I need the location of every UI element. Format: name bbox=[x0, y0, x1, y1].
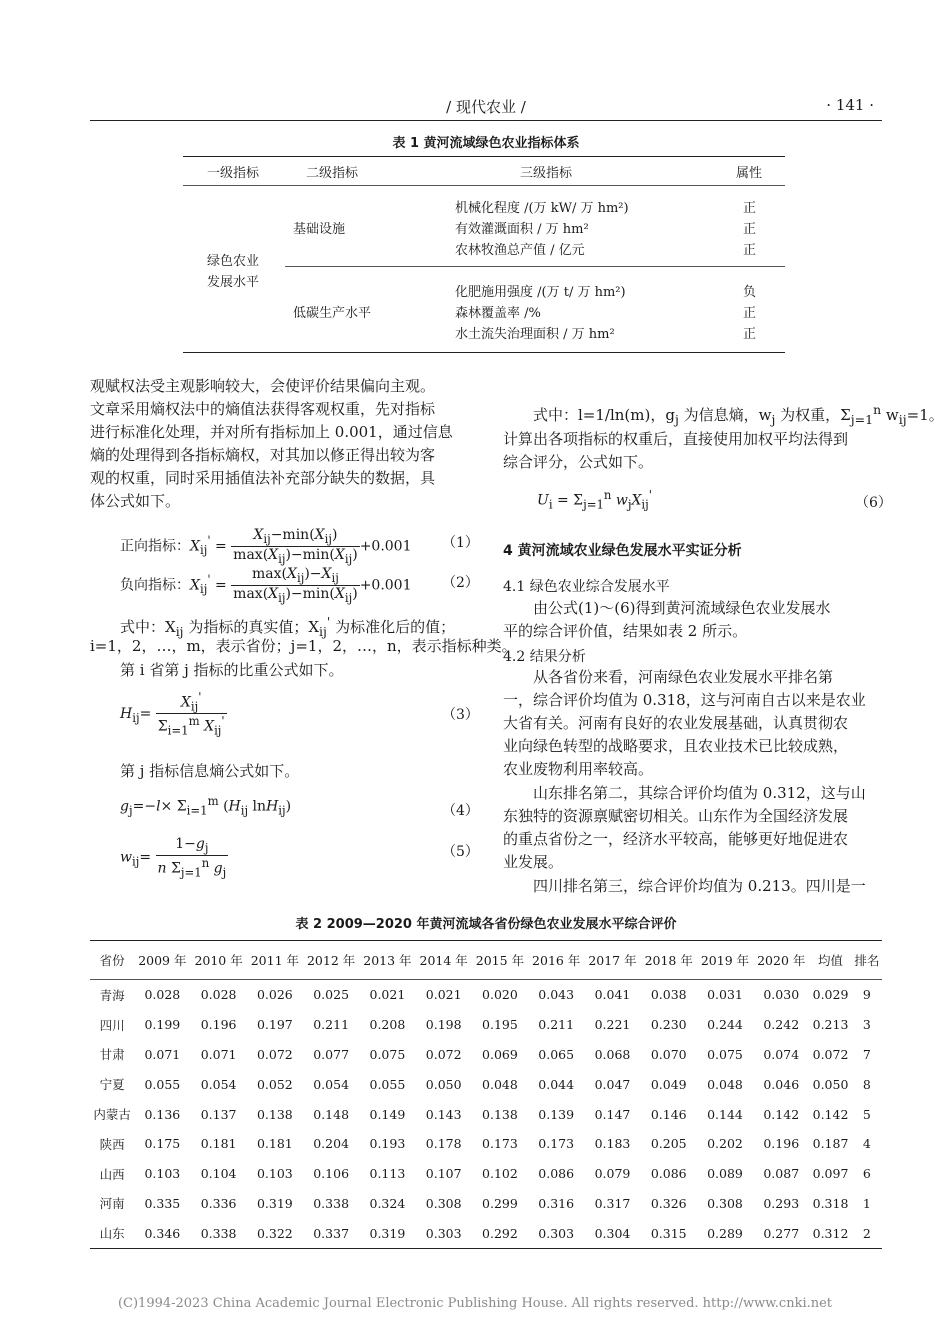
table-cell: 4 bbox=[862, 1136, 871, 1152]
table-row bbox=[90, 1218, 882, 1248]
equation-6: $U_i = \Sigma_{j=1}^n$ $w_jX_{ij}'$ bbox=[537, 488, 652, 512]
table-cell: 0.326 bbox=[650, 1195, 687, 1211]
table-cell: 0.308 bbox=[707, 1195, 743, 1211]
table1-attr: 正 bbox=[743, 327, 757, 342]
table2-header: 2015 年 bbox=[472, 941, 528, 980]
table-cell: 9 bbox=[862, 987, 871, 1003]
table-cell: 0.322 bbox=[247, 1218, 303, 1248]
table-cell: 7 bbox=[862, 1046, 871, 1062]
left-paragraph-3: 第 i 省第 j 指标的比重公式如下。 bbox=[120, 661, 344, 679]
table1-caption: 表 1 黄河流域绿色农业指标体系 bbox=[392, 136, 580, 151]
equation-1: 正向指标：$X_{ij}'$ = $\frac{X_{ij}-\min(X_{ij})}{\max(X_{ij})-\min(X_{ij})}$ +0.001 bbox=[120, 527, 412, 566]
table-row bbox=[90, 1129, 882, 1159]
table-cell: 0.221 bbox=[594, 1017, 631, 1033]
table-row bbox=[90, 1069, 882, 1099]
table-cell: 0.054 bbox=[313, 1076, 350, 1092]
table-cell: 0.049 bbox=[650, 1076, 687, 1092]
table-row bbox=[90, 1189, 882, 1219]
equation-5: $w_{ij}=$ $\frac{1-g_j}{n \Sigma_{j=1}^n g_j}$ bbox=[120, 836, 227, 880]
table-cell: 0.324 bbox=[369, 1195, 406, 1211]
table-cell: 0.086 bbox=[650, 1166, 687, 1182]
table-cell: 0.038 bbox=[650, 987, 687, 1003]
table-cell: 0.068 bbox=[594, 1046, 631, 1062]
table-row bbox=[90, 1040, 882, 1070]
table2-header-row bbox=[90, 941, 882, 980]
table1-group-lowcarbon: 低碳生产水平 bbox=[293, 306, 372, 321]
province-cell: 山东 bbox=[90, 1218, 134, 1248]
table-cell: 0.021 bbox=[369, 987, 406, 1003]
table-cell: 0.175 bbox=[144, 1136, 181, 1152]
table-cell: 0.317 bbox=[594, 1195, 631, 1211]
table-cell: 0.181 bbox=[200, 1136, 237, 1152]
table-cell: 0.142 bbox=[763, 1106, 800, 1122]
table-cell: 0.107 bbox=[425, 1166, 462, 1182]
equation-2: 负向指标：$X_{ij}'$ = $\frac{\max(X_{ij})-X_{ij}}{\max(X_{ij})-\min(X_{ij})}$ +0.001 bbox=[120, 566, 412, 605]
table-cell: 0.138 bbox=[482, 1106, 518, 1122]
table-cell: 0.198 bbox=[425, 1017, 462, 1033]
copyright-footer: (C)1994-2023 China Academic Journal Electronic Publishing House. All rights reserved. http://www.cnki.net bbox=[117, 1296, 833, 1311]
table-cell: 0.147 bbox=[594, 1106, 631, 1122]
table-cell: 0.104 bbox=[200, 1166, 237, 1182]
table1-item: 水土流失治理面积 / 万 hm² bbox=[455, 327, 615, 342]
table-cell: 0.113 bbox=[369, 1166, 406, 1182]
table-cell: 0.338 bbox=[190, 1218, 246, 1248]
table1-header-attr: 属性 bbox=[736, 166, 763, 181]
table-cell: 0.316 bbox=[538, 1195, 575, 1211]
table1-attr: 正 bbox=[743, 201, 757, 216]
table-cell: 0.137 bbox=[200, 1106, 237, 1122]
table-cell: 0.029 bbox=[812, 987, 849, 1003]
table-cell: 0.195 bbox=[482, 1017, 518, 1033]
table2-header: 2012 年 bbox=[303, 941, 359, 980]
table-cell: 0.025 bbox=[313, 987, 350, 1003]
table-cell: 0.041 bbox=[594, 987, 631, 1003]
right-paragraph-2: 计算出各项指标的权重后，直接使用加权平均法得到 综合评分，公式如下。 bbox=[503, 430, 849, 471]
table-cell: 0.197 bbox=[256, 1017, 293, 1033]
table-cell: 0.202 bbox=[707, 1136, 743, 1152]
table1-item: 机械化程度 /(万 kW/ 万 hm²) bbox=[455, 201, 629, 216]
table-cell: 0.142 bbox=[812, 1106, 849, 1122]
table-cell: 0.103 bbox=[144, 1166, 181, 1182]
table-cell: 0.043 bbox=[538, 987, 575, 1003]
province-cell: 宁夏 bbox=[99, 1077, 125, 1093]
table-cell: 0.047 bbox=[594, 1076, 631, 1092]
table-cell: 3 bbox=[862, 1017, 871, 1033]
table-cell: 0.069 bbox=[482, 1046, 518, 1062]
table-cell: 0.138 bbox=[256, 1106, 293, 1122]
table2-header: 2016 年 bbox=[528, 941, 584, 980]
section-4-heading: 4 黄河流域农业绿色发展水平实证分析 bbox=[503, 543, 742, 559]
table-cell: 0.030 bbox=[763, 987, 800, 1003]
table-cell: 0.319 bbox=[256, 1195, 293, 1211]
table-cell: 0.077 bbox=[313, 1046, 350, 1062]
table2-header: 2013 年 bbox=[359, 941, 415, 980]
table-cell: 0.312 bbox=[809, 1218, 851, 1248]
table-row bbox=[90, 1010, 882, 1040]
table1-level1-line2: 发展水平 bbox=[207, 275, 260, 290]
table-cell: 0.318 bbox=[812, 1195, 849, 1211]
table1-bottom-rule bbox=[183, 352, 785, 353]
table-cell: 2 bbox=[852, 1218, 882, 1248]
table-cell: 0.292 bbox=[472, 1218, 528, 1248]
table2-header: 2014 年 bbox=[416, 941, 472, 980]
table-cell: 0.178 bbox=[425, 1136, 462, 1152]
equation-5-number: （5） bbox=[442, 844, 479, 860]
table2-header: 排名 bbox=[852, 941, 882, 980]
table-cell: 5 bbox=[862, 1106, 871, 1122]
table-cell: 0.211 bbox=[538, 1017, 575, 1033]
table2-header: 2009 年 bbox=[134, 941, 190, 980]
table2 bbox=[90, 940, 882, 1249]
equation-2-number: （2） bbox=[442, 575, 479, 591]
table-cell: 0.193 bbox=[369, 1136, 406, 1152]
table-row bbox=[90, 980, 882, 1010]
table-cell: 0.052 bbox=[256, 1076, 293, 1092]
table2-header: 2020 年 bbox=[753, 941, 809, 980]
table-cell: 0.293 bbox=[763, 1195, 800, 1211]
table-cell: 0.196 bbox=[200, 1017, 237, 1033]
table-cell: 0.031 bbox=[707, 987, 743, 1003]
table-row bbox=[90, 1159, 882, 1189]
table1-item: 森林覆盖率 /% bbox=[455, 306, 541, 321]
table2-caption: 表 2 2009—2020 年黄河流域各省份绿色农业发展水平综合评价 bbox=[295, 917, 677, 932]
table1-item: 有效灌溉面积 / 万 hm² bbox=[455, 222, 589, 237]
table-cell: 0.173 bbox=[482, 1136, 518, 1152]
right-paragraph-1: 式中：l=1/ln(m)，$g_j$ 为信息熵，$w_j$ 为权重，$\Sigma_{j=1}^n$ $w_{ij}=1$。 bbox=[533, 402, 944, 427]
table2-header: 2017 年 bbox=[584, 941, 640, 980]
table-cell: 0.071 bbox=[200, 1046, 237, 1062]
table-cell: 0.079 bbox=[594, 1166, 631, 1182]
province-cell: 山西 bbox=[99, 1166, 125, 1182]
table-cell: 0.149 bbox=[369, 1106, 406, 1122]
table-cell: 0.315 bbox=[641, 1218, 697, 1248]
left-paragraph-4: 第 j 指标信息熵公式如下。 bbox=[120, 762, 300, 780]
table-cell: 0.072 bbox=[425, 1046, 462, 1062]
table-cell: 0.055 bbox=[144, 1076, 181, 1092]
table-cell: 0.204 bbox=[313, 1136, 350, 1152]
page-number: · 141 · bbox=[826, 96, 874, 114]
table-cell: 0.211 bbox=[313, 1017, 350, 1033]
table-cell: 1 bbox=[862, 1195, 871, 1211]
table1-attr: 正 bbox=[743, 243, 757, 258]
table-cell: 0.208 bbox=[369, 1017, 406, 1033]
province-cell: 甘肃 bbox=[99, 1047, 125, 1063]
left-paragraph-2b: i=1，2，…，m，表示省份；j=1，2，…，n，表示指标种类。 bbox=[90, 637, 517, 655]
table-cell: 0.055 bbox=[369, 1076, 406, 1092]
province-cell: 内蒙古 bbox=[93, 1107, 131, 1123]
table-cell: 0.070 bbox=[650, 1046, 687, 1062]
table-cell: 0.335 bbox=[144, 1195, 181, 1211]
table2-header: 均值 bbox=[809, 941, 851, 980]
table1-item: 化肥施用强度 /(万 t/ 万 hm²) bbox=[455, 285, 626, 300]
table-cell: 0.086 bbox=[538, 1166, 575, 1182]
table-cell: 8 bbox=[862, 1076, 871, 1092]
table1-header-level3: 三级指标 bbox=[520, 166, 573, 181]
table-cell: 0.048 bbox=[707, 1076, 743, 1092]
table-cell: 0.136 bbox=[144, 1106, 181, 1122]
table-cell: 0.183 bbox=[594, 1136, 631, 1152]
table1-header-level1: 一级指标 bbox=[207, 166, 260, 181]
table-cell: 0.289 bbox=[697, 1218, 753, 1248]
table2-header: 2011 年 bbox=[247, 941, 303, 980]
table1-attr: 正 bbox=[743, 306, 757, 321]
table-cell: 0.144 bbox=[707, 1106, 743, 1122]
table1-group-infrastructure: 基础设施 bbox=[293, 222, 346, 237]
table-cell: 0.074 bbox=[763, 1046, 800, 1062]
section-4-2-paragraph-3: 四川排名第三，综合评价均值为 0.213。四川是一 bbox=[533, 877, 866, 895]
table-cell: 0.044 bbox=[538, 1076, 575, 1092]
table2-header: 2018 年 bbox=[641, 941, 697, 980]
table-cell: 0.075 bbox=[369, 1046, 406, 1062]
table1-attr: 正 bbox=[743, 222, 757, 237]
running-header bbox=[90, 96, 882, 121]
journal-name: / 现代农业 / bbox=[446, 98, 526, 116]
table-cell: 0.242 bbox=[763, 1017, 800, 1033]
equation-6-number: （6） bbox=[855, 495, 892, 511]
table-cell: 0.026 bbox=[256, 987, 293, 1003]
table-cell: 0.048 bbox=[482, 1076, 518, 1092]
table-cell: 0.338 bbox=[313, 1195, 350, 1211]
table-cell: 0.065 bbox=[538, 1046, 575, 1062]
table2-header: 2010 年 bbox=[190, 941, 246, 980]
table-cell: 0.337 bbox=[303, 1218, 359, 1248]
table-cell: 0.308 bbox=[425, 1195, 462, 1211]
table1-top-rule bbox=[183, 156, 785, 157]
table-cell: 0.336 bbox=[200, 1195, 237, 1211]
table1-attr: 负 bbox=[743, 285, 757, 300]
table-cell: 0.303 bbox=[416, 1218, 472, 1248]
left-paragraph-1: 观赋权法受主观影响较大，会使评价结果偏向主观。 文章采用熵权法中的熵值法获得客观权重，先对指标 进行标准化处理，并对所有指标加上 0.001，通过信息 熵的处理得到各指标熵权，对其加以修正得出较为客 观的权重，同时采用插值法补充部分缺失的数据，具 体公式如下。 bbox=[90, 377, 453, 510]
table-cell: 0.075 bbox=[707, 1046, 743, 1062]
table-cell: 0.230 bbox=[650, 1017, 687, 1033]
table-cell: 0.244 bbox=[707, 1017, 743, 1033]
table-row bbox=[90, 1099, 882, 1129]
table-cell: 0.303 bbox=[528, 1218, 584, 1248]
left-paragraph-2: 式中：$X_{ij}$ 为指标的真实值；$X_{ij}'$ 为标准化后的值； bbox=[120, 614, 456, 639]
table-cell: 0.071 bbox=[144, 1046, 181, 1062]
table1-header-level2: 二级指标 bbox=[306, 166, 359, 181]
table-cell: 0.143 bbox=[425, 1106, 462, 1122]
table-cell: 0.028 bbox=[144, 987, 181, 1003]
table1-group-rule bbox=[285, 266, 785, 267]
table-cell: 0.050 bbox=[425, 1076, 462, 1092]
province-cell: 陕西 bbox=[99, 1136, 125, 1152]
table-cell: 0.181 bbox=[256, 1136, 293, 1152]
equation-3: $H_{ij}=$ $\frac{X_{ij}'}{\Sigma_{i=1}^m X_{ij}'}$ bbox=[120, 690, 225, 738]
table2-header: 2019 年 bbox=[697, 941, 753, 980]
table-cell: 0.103 bbox=[256, 1166, 293, 1182]
table-cell: 0.205 bbox=[650, 1136, 687, 1152]
table-cell: 0.072 bbox=[256, 1046, 293, 1062]
table-cell: 0.196 bbox=[763, 1136, 800, 1152]
section-4-1-heading: 4.1 绿色农业综合发展水平 bbox=[503, 579, 670, 595]
table-cell: 0.299 bbox=[482, 1195, 518, 1211]
table-cell: 0.021 bbox=[425, 987, 462, 1003]
table-cell: 0.346 bbox=[134, 1218, 190, 1248]
province-cell: 四川 bbox=[99, 1017, 125, 1033]
table-cell: 0.072 bbox=[812, 1046, 849, 1062]
table-cell: 0.046 bbox=[763, 1076, 800, 1092]
table-cell: 0.146 bbox=[650, 1106, 687, 1122]
equation-4-number: （4） bbox=[442, 803, 479, 819]
table1-header-rule bbox=[183, 185, 785, 186]
table-cell: 0.028 bbox=[200, 987, 237, 1003]
equation-3-number: （3） bbox=[442, 707, 479, 723]
table-cell: 0.148 bbox=[313, 1106, 350, 1122]
section-4-2-paragraph-1: 从各省份来看，河南绿色农业发展水平排名第 一，综合评价均值为 0.318，这与河南自古以来是农业 大省有关。河南有良好的农业发展基础，认真贯彻农 业向绿色转型的战略要求，且农业技术已比较成熟， 农业废物利用率较高。 bbox=[503, 668, 866, 778]
table-cell: 0.097 bbox=[812, 1166, 849, 1182]
table-cell: 0.187 bbox=[812, 1136, 849, 1152]
table-cell: 0.277 bbox=[753, 1218, 809, 1248]
equation-1-number: （1） bbox=[442, 535, 479, 551]
province-cell: 河南 bbox=[99, 1196, 125, 1212]
table-cell: 6 bbox=[862, 1166, 871, 1182]
table-cell: 0.089 bbox=[707, 1166, 743, 1182]
table-cell: 0.304 bbox=[584, 1218, 640, 1248]
table-cell: 0.102 bbox=[482, 1166, 518, 1182]
section-4-1-paragraph: 由公式(1)～(6)得到黄河流域绿色农业发展水 平的综合评价值，结果如表 2 所示。 bbox=[503, 599, 831, 640]
table1-item: 农林牧渔总产值 / 亿元 bbox=[455, 243, 585, 258]
table-cell: 0.173 bbox=[538, 1136, 575, 1152]
table-cell: 0.213 bbox=[812, 1017, 849, 1033]
table-cell: 0.319 bbox=[359, 1218, 415, 1248]
table-cell: 0.087 bbox=[763, 1166, 800, 1182]
table-cell: 0.050 bbox=[812, 1076, 849, 1092]
table-cell: 0.199 bbox=[144, 1017, 181, 1033]
section-4-2-heading: 4.2 结果分析 bbox=[503, 649, 586, 665]
table2-header: 省份 bbox=[90, 941, 134, 980]
table1-level1-line1: 绿色农业 bbox=[207, 254, 260, 269]
table-cell: 0.020 bbox=[482, 987, 518, 1003]
table-cell: 0.106 bbox=[313, 1166, 350, 1182]
table-cell: 0.139 bbox=[538, 1106, 575, 1122]
province-cell: 青海 bbox=[99, 987, 125, 1003]
table-cell: 0.054 bbox=[200, 1076, 237, 1092]
section-4-2-paragraph-2: 山东排名第二，其综合评价均值为 0.312，这与山 东独特的资源禀赋密切相关。山东作为全国经济发展 的重点省份之一，经济水平较高，能够更好地促进农 业发展。 bbox=[503, 784, 866, 871]
equation-4: $g_j=-l\times \Sigma_{i=1}^m$ ($H_{ij}$ lnH$_{ij}$) bbox=[120, 794, 292, 818]
